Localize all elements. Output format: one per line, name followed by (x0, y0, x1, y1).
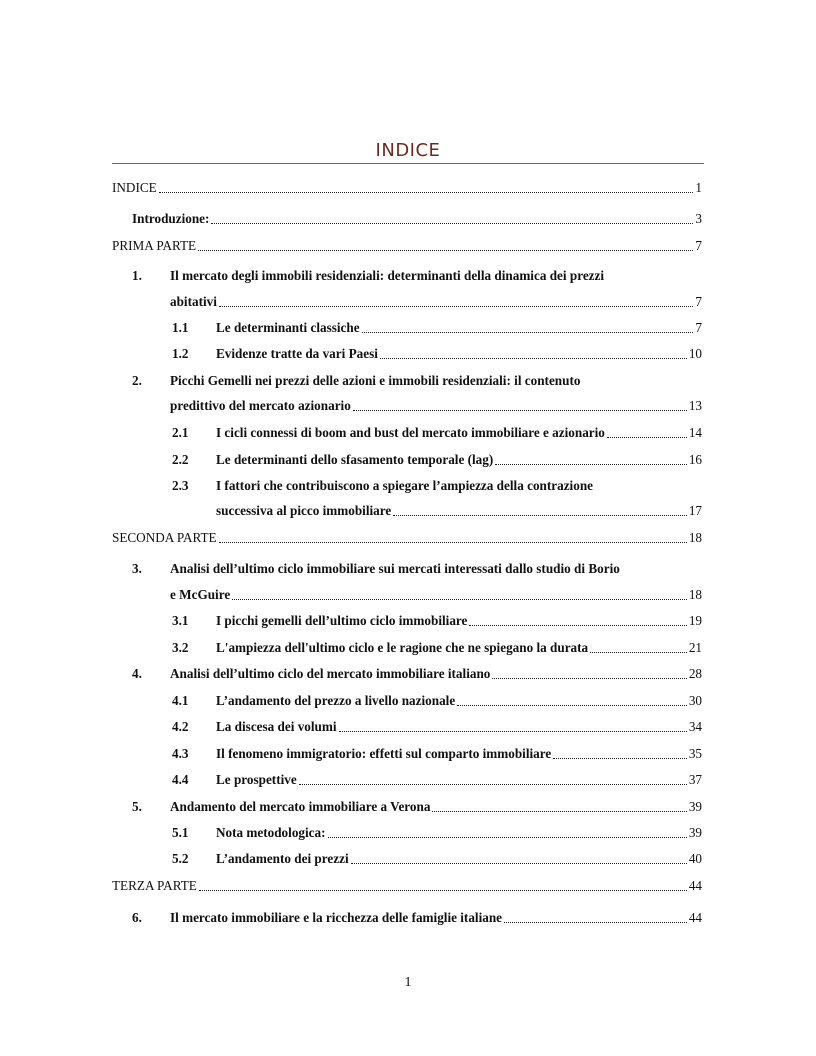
toc-entry-2-2[interactable] (216, 452, 702, 468)
toc-entry-3-line1[interactable]: Analisi dell’ultimo ciclo immobiliare sui mercati interessati dallo studio di Borio (170, 561, 620, 576)
toc-page: 7 (695, 320, 702, 335)
toc-label: e McGuire (170, 587, 231, 602)
toc-label: Introduzione: (132, 211, 210, 226)
toc-page: 44 (688, 910, 702, 925)
page-number: 1 (404, 975, 412, 990)
toc-entry-4-1[interactable] (216, 693, 702, 709)
toc-number: 4. (132, 666, 142, 681)
toc-leader (351, 862, 687, 864)
toc-number: 2.2 (172, 452, 189, 467)
toc-entry-3-1[interactable] (216, 613, 702, 629)
toc-label: Nota metodologica: (216, 825, 326, 840)
toc-leader (432, 810, 686, 812)
toc-leader (353, 409, 687, 411)
toc-entry-2-1[interactable] (216, 425, 702, 441)
toc-label: TERZA PARTE (112, 878, 197, 893)
toc-page: 40 (688, 851, 702, 866)
toc-number: 1. (132, 268, 142, 283)
toc-number: 3.2 (172, 640, 189, 655)
toc-page: 16 (688, 452, 702, 467)
toc-entry-1-line1[interactable]: Il mercato degli immobili residenziali: determinanti della dinamica dei prezzi (170, 268, 605, 283)
toc-label: Evidenze tratte da vari Paesi (216, 346, 378, 361)
toc-leader (339, 730, 687, 732)
toc-entry-3-2[interactable] (216, 640, 702, 656)
toc-entry-seconda-parte[interactable] (112, 530, 702, 546)
toc-entry-1-1[interactable] (216, 320, 702, 336)
toc-entry-2-3-line1[interactable]: I fattori che contribuiscono a spiegare l’ampiezza della contrazione (216, 478, 594, 493)
toc-page: 34 (688, 719, 702, 734)
toc-number: 3.1 (172, 613, 189, 628)
toc-label: I picchi gemelli dell’ultimo ciclo immobiliare (216, 613, 468, 628)
toc-page: 35 (688, 746, 702, 761)
toc-page: 37 (688, 772, 702, 787)
toc-entry-3[interactable] (170, 587, 702, 603)
toc-number: 1.1 (172, 320, 189, 335)
toc-entry-4-4[interactable] (216, 772, 702, 788)
toc-entry-1[interactable] (170, 294, 702, 310)
toc-page: 21 (688, 640, 702, 655)
toc-number: 4.3 (172, 746, 189, 761)
toc-leader (199, 889, 687, 891)
toc-label: abitativi (170, 294, 217, 309)
toc-page: 39 (688, 799, 702, 814)
toc-page: 17 (688, 503, 702, 518)
toc-label: Il mercato immobiliare e la ricchezza delle famiglie italiane (170, 910, 503, 925)
toc-entry-indice[interactable] (112, 180, 702, 196)
toc-title: INDICE (375, 140, 441, 161)
toc-page: 1 (695, 180, 702, 195)
toc-page: 39 (688, 825, 702, 840)
toc-number: 2.3 (172, 478, 189, 493)
toc-number: 1.2 (172, 346, 189, 361)
toc-number: 6. (132, 910, 142, 925)
toc-entry-1-2[interactable] (216, 346, 702, 362)
toc-number: 4.4 (172, 772, 189, 787)
toc-leader (469, 624, 686, 626)
toc-entry-prima-parte[interactable] (112, 238, 702, 254)
toc-label: Le determinanti classiche (216, 320, 360, 335)
toc-entry-4[interactable] (170, 666, 702, 682)
toc-entry-4-3[interactable] (216, 746, 702, 762)
toc-number: 5. (132, 799, 142, 814)
toc-entry-2-3[interactable] (216, 503, 702, 519)
toc-label: L’andamento dei prezzi (216, 851, 349, 866)
toc-entry-2[interactable] (170, 398, 702, 414)
toc-leader (553, 757, 687, 759)
toc-page: 3 (695, 211, 702, 226)
toc-page: 13 (688, 398, 702, 413)
toc-page: 18 (688, 530, 702, 545)
toc-leader (504, 921, 687, 923)
toc-label: La discesa dei volumi (216, 719, 337, 734)
toc-label: predittivo del mercato azionario (170, 398, 351, 413)
toc-leader (380, 357, 687, 359)
toc-label: Le prospettive (216, 772, 297, 787)
toc-page: 44 (688, 878, 702, 893)
toc-label: L’andamento del prezzo a livello nazionale (216, 693, 456, 708)
toc-leader (159, 191, 694, 193)
toc-entry-introduzione[interactable] (132, 211, 702, 227)
toc-leader (328, 836, 687, 838)
toc-number: 2.1 (172, 425, 189, 440)
toc-entry-2-line1[interactable]: Picchi Gemelli nei prezzi delle azioni e immobili residenziali: il contenuto (170, 373, 581, 388)
toc-page: 7 (695, 238, 702, 253)
toc-entry-5-1[interactable] (216, 825, 702, 841)
toc-leader (362, 331, 694, 333)
toc-label: Le determinanti dello sfasamento temporale (lag) (216, 452, 494, 467)
toc-number: 3. (132, 561, 142, 576)
title-rule (112, 163, 704, 164)
toc-label: Analisi dell’ultimo ciclo del mercato immobiliare italiano (170, 666, 491, 681)
toc-leader (219, 541, 687, 543)
toc-label: L'ampiezza dell'ultimo ciclo e le ragione che ne spiegano la durata (216, 640, 589, 655)
toc-entry-6[interactable] (170, 910, 702, 926)
toc-number: 4.2 (172, 719, 189, 734)
toc-leader (393, 514, 687, 516)
toc-entry-terza-parte[interactable] (112, 878, 702, 894)
toc-leader (607, 436, 687, 438)
toc-label: PRIMA PARTE (112, 238, 197, 253)
toc-page: 14 (688, 425, 702, 440)
toc-number: 2. (132, 373, 142, 388)
toc-leader (211, 222, 693, 224)
toc-leader (299, 783, 687, 785)
toc-leader (590, 651, 687, 653)
toc-page: 19 (688, 613, 702, 628)
toc-number: 5.1 (172, 825, 189, 840)
toc-leader (492, 677, 686, 679)
toc-label: SECONDA PARTE (112, 530, 217, 545)
toc-entry-5[interactable] (170, 799, 702, 815)
toc-leader (495, 463, 687, 465)
toc-page: 18 (688, 587, 702, 602)
toc-entry-5-2[interactable] (216, 851, 702, 867)
toc-leader (198, 249, 693, 251)
toc-label: Andamento del mercato immobiliare a Verona (170, 799, 431, 814)
toc-number: 5.2 (172, 851, 189, 866)
toc-page: 30 (688, 693, 702, 708)
toc-label: Il fenomeno immigratorio: effetti sul comparto immobiliare (216, 746, 552, 761)
toc-leader (219, 305, 694, 307)
toc-leader (457, 704, 687, 706)
toc-leader (232, 598, 687, 600)
toc-entry-4-2[interactable] (216, 719, 702, 735)
toc-page: 28 (688, 666, 702, 681)
toc-label: successiva al picco immobiliare (216, 503, 392, 518)
toc-label: INDICE (112, 180, 157, 195)
toc-page: 10 (688, 346, 702, 361)
toc-page: 7 (695, 294, 702, 309)
toc-number: 4.1 (172, 693, 189, 708)
toc-label: I cicli connessi di boom and bust del mercato immobiliare e azionario (216, 425, 605, 440)
